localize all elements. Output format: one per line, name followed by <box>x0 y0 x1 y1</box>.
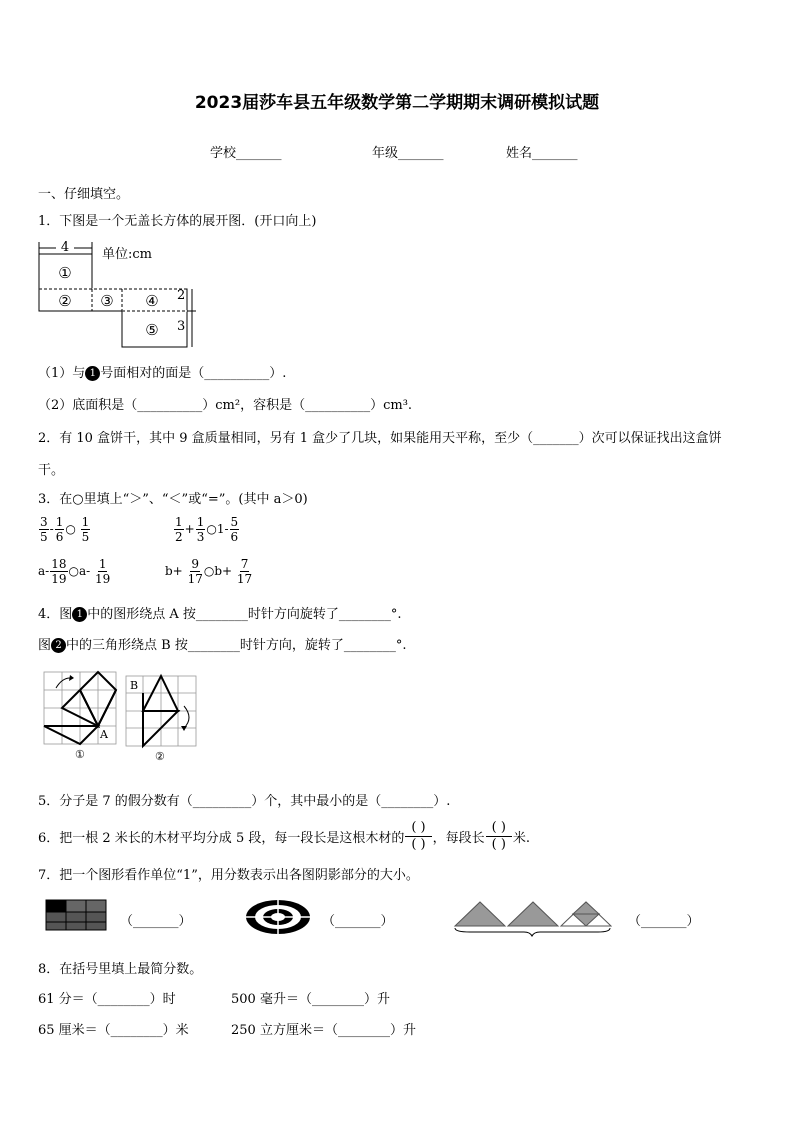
number-circle: 1 <box>85 366 100 381</box>
q4-prefix: 图 <box>38 638 52 653</box>
q3-expr-1 <box>38 515 91 544</box>
q3-expr-4 <box>165 557 253 586</box>
denominator: 5 <box>81 530 90 544</box>
denominator: 19 <box>95 572 111 586</box>
numerator: 9 <box>191 557 200 571</box>
fraction <box>39 515 49 544</box>
question-4-line1 <box>38 603 402 622</box>
q1-sub1-prefix: （1）与 <box>38 366 86 381</box>
question-3-stem: 3．在○里填上“＞”、“＜”或“=”。(其中 a＞0) <box>38 492 308 507</box>
question-8-stem: 8．在括号里填上最简分数。 <box>38 962 203 977</box>
question-5: 5．分子是 7 的假分数有（_________）个，其中最小的是（________）. <box>38 794 451 809</box>
numerator: 1 <box>55 515 64 529</box>
fraction <box>55 515 65 544</box>
numerator: 1 <box>98 557 107 571</box>
q6-part2: ，每段长 <box>432 831 485 846</box>
q7-blank-1: （_______） <box>120 914 192 929</box>
numerator: 1 <box>81 515 90 529</box>
dim-width-label: 4 <box>60 240 70 255</box>
compare-text: ○a- <box>68 564 91 578</box>
denominator: 5 <box>40 530 48 544</box>
fraction <box>196 515 206 544</box>
q6-part3: 米. <box>512 831 531 846</box>
prefix: a- <box>38 564 50 578</box>
q8-item: 65 厘米＝（________）米 <box>38 1023 189 1038</box>
compare-text: ○b+ <box>203 564 233 578</box>
unit-label: 单位:cm <box>102 247 152 262</box>
q4-rotation-figures <box>42 670 202 764</box>
face-2-label: ② <box>58 292 72 310</box>
number-circle: 2 <box>51 638 66 653</box>
fraction <box>237 557 252 586</box>
q4-suffix: 中的图形绕点 A 按________时针方向旋转了________°. <box>87 607 402 622</box>
q8-item: 61 分＝（________）时 <box>38 992 176 1007</box>
fraction <box>230 515 240 544</box>
fig1-point-a: A <box>100 728 108 741</box>
fig2-point-b: B <box>130 679 139 692</box>
fig1-caption: ① <box>75 748 85 761</box>
q7-blank-3: （_______） <box>628 914 700 929</box>
question-2-line1: 2．有 10 盒饼干，其中 9 盒质量相同，另有 1 盒少了几块，如果能用天平称，至少（_______）次可以保证找出这盒饼 <box>38 431 722 446</box>
q6-part1: 6．把一根 2 米长的木材平均分成 5 段，每一段长是这根木材的 <box>38 831 405 846</box>
denominator: 6 <box>55 530 64 544</box>
numerator: 1 <box>196 515 205 529</box>
grade-field: 年级_______ <box>372 146 444 161</box>
face-3-label: ③ <box>100 292 114 310</box>
fig2-caption: ② <box>155 750 165 763</box>
name-field: 姓名_______ <box>506 146 578 161</box>
operator: - <box>49 522 54 536</box>
numerator: 3 <box>40 515 48 529</box>
prefix: b+ <box>165 564 183 578</box>
rotation-arrow-1 <box>56 678 70 688</box>
q1-sub2: （2）底面积是（__________）cm²，容积是（__________）cm³. <box>38 398 413 413</box>
page-title: 2023届莎车县五年级数学第二学期期末调研模拟试题 <box>194 93 600 113</box>
fraction <box>174 515 184 544</box>
operator: + <box>184 522 195 536</box>
face-1-label: ① <box>58 264 72 282</box>
fraction <box>50 557 67 586</box>
section-heading: 一、仔细填空。 <box>38 187 130 202</box>
answer-fraction: $\frac{( )}{( )}$ <box>405 820 431 853</box>
q3-expr-3 <box>38 557 111 586</box>
denominator: 17 <box>187 572 203 586</box>
q1-sub1 <box>38 362 286 381</box>
numerator: 1 <box>175 515 183 529</box>
q4-prefix: 4．图 <box>38 607 73 622</box>
fraction <box>188 557 203 586</box>
denominator: 6 <box>230 530 239 544</box>
q8-item: 500 毫升＝（________）升 <box>231 992 390 1007</box>
q7-triangles-figure <box>450 898 612 938</box>
dim-right-bottom-label: 3 <box>177 319 186 334</box>
q1-sub1-suffix: 号面相对的面是（__________）. <box>100 366 287 381</box>
numerator: 18 <box>51 557 67 571</box>
compare-text: ○1- <box>206 522 229 536</box>
q7-ring-figure <box>244 898 314 938</box>
question-4-line2 <box>38 634 406 653</box>
q8-item: 250 立方厘米＝（________）升 <box>231 1023 416 1038</box>
fraction <box>81 515 91 544</box>
q7-grid-figure <box>44 896 114 936</box>
fig2-shapes <box>143 676 178 746</box>
face-4-label: ④ <box>145 292 159 310</box>
question-1-stem: 1．下图是一个无盖长方体的展开图．(开口向上) <box>38 214 317 229</box>
denominator: 3 <box>196 530 205 544</box>
fraction <box>95 557 110 586</box>
question-6 <box>38 820 530 853</box>
dim-right-top-label: 2 <box>177 288 186 303</box>
q3-expr-2 <box>173 515 240 544</box>
face-5-label: ⑤ <box>145 321 159 339</box>
number-circle: 1 <box>72 607 87 622</box>
question-2-line2: 干。 <box>38 463 65 478</box>
numerator: 7 <box>240 557 249 571</box>
q4-suffix: 中的三角形绕点 B 按________时针方向，旋转了________°. <box>66 638 407 653</box>
compare-circle: ○ <box>65 522 76 536</box>
school-field: 学校_______ <box>210 146 282 161</box>
denominator: 19 <box>51 572 67 586</box>
denominator: 2 <box>175 530 183 544</box>
numerator: 5 <box>230 515 239 529</box>
denominator: 17 <box>236 572 253 586</box>
question-7-stem: 7．把一个图形看作单位“1”，用分数表示出各图阴影部分的大小。 <box>38 868 419 883</box>
rotation-arrow-2 <box>184 706 189 728</box>
q7-blank-2: （_______） <box>322 914 394 929</box>
answer-fraction: $\frac{( )}{( )}$ <box>486 820 512 853</box>
